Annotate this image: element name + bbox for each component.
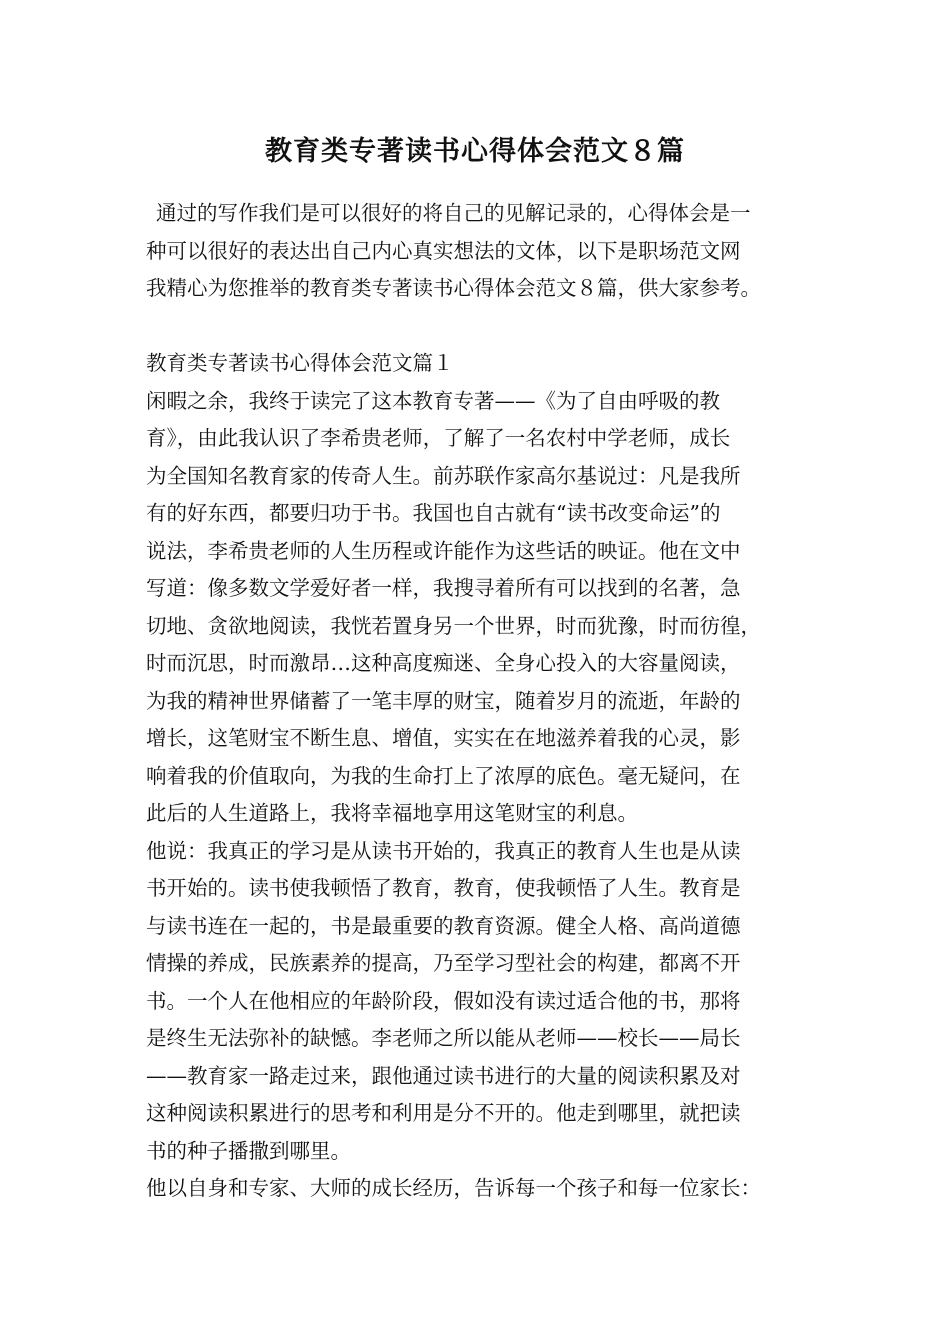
body-line: ——教育家一路走过来，跟他通过读书进行的大量的阅读积累及对 bbox=[146, 1063, 741, 1088]
body-line: 增长，这笔财宝不断生息、增值，实实在在地滋养着我的心灵，影 bbox=[146, 726, 741, 750]
body-line: 为我的精神世界储蓄了一笔丰厚的财宝，随着岁月的流逝，年龄的 bbox=[146, 688, 741, 713]
body-line: 书的种子播撒到哪里。 bbox=[146, 1138, 351, 1163]
body-line: 切地、贪欲地阅读，我恍若置身另一个世界，时而犹豫，时而彷徨， bbox=[146, 613, 761, 638]
body-line: 闲暇之余，我终于读完了这本教育专著——《为了自由呼吸的教 bbox=[146, 388, 720, 413]
intro-line: 通过的写作我们是可以很好的将自己的见解记录的，心得体会是一 bbox=[156, 201, 751, 225]
paragraph-gap bbox=[146, 308, 826, 346]
intro-line: 我精心为您推举的教育类专著读书心得体会范文８篇，供大家参考。 bbox=[146, 276, 761, 300]
body-line: 说法，李希贵老师的人生历程或许能作为这些话的映证。他在文中 bbox=[146, 538, 741, 563]
document-title: 教育类专著读书心得体会范文８篇 bbox=[265, 136, 685, 167]
body-line: 书开始的。读书使我顿悟了教育，教育，使我顿悟了人生。教育是 bbox=[146, 876, 741, 900]
body-line: 时而沉思，时而激昂…这种高度痴迷、全身心投入的大容量阅读， bbox=[146, 651, 741, 675]
body-line: 是终生无法弥补的缺憾。李老师之所以能从老师——校长——局长 bbox=[146, 1026, 741, 1050]
body-line: 有的好东西，都要归功于书。我国也自古就有“读书改变命运”的 bbox=[146, 501, 721, 525]
intro-line: 种可以很好的表达出自己内心真实想法的文体，以下是职场范文网 bbox=[146, 238, 741, 263]
body-line: 他说：我真正的学习是从读书开始的，我真正的教育人生也是从读 bbox=[146, 838, 741, 863]
body-line: 这种阅读积累进行的思考和利用是分不开的。他走到哪里，就把读 bbox=[146, 1101, 741, 1125]
body-line: 响着我的价值取向，为我的生命打上了浓厚的底色。毫无疑问，在 bbox=[146, 763, 741, 788]
body-line: 书。一个人在他相应的年龄阶段，假如没有读过适合他的书，那将 bbox=[146, 988, 741, 1013]
body-line: 此后的人生道路上，我将幸福地享用这笔财宝的利息。 bbox=[146, 801, 638, 825]
body-line: 为全国知名教育家的传奇人生。前苏联作家高尔基说过：凡是我所 bbox=[146, 463, 741, 488]
section-heading: 教育类专著读书心得体会范文篇１ bbox=[146, 351, 454, 375]
document-body bbox=[146, 195, 826, 1208]
body-line: 育》，由此我认识了李希贵老师，了解了一名农村中学老师，成长 bbox=[146, 426, 731, 450]
body-line: 写道：像多数文学爱好者一样，我搜寻着所有可以找到的名著，急 bbox=[146, 576, 741, 600]
body-line: 情操的养成，民族素养的提高，乃至学习型社会的构建，都离不开 bbox=[146, 951, 741, 975]
body-line: 他以自身和专家、大师的成长经历，告诉每一个孩子和每一位家长： bbox=[146, 1176, 761, 1200]
body-line: 与读书连在一起的，书是最重要的教育资源。健全人格、高尚道德 bbox=[146, 913, 741, 938]
